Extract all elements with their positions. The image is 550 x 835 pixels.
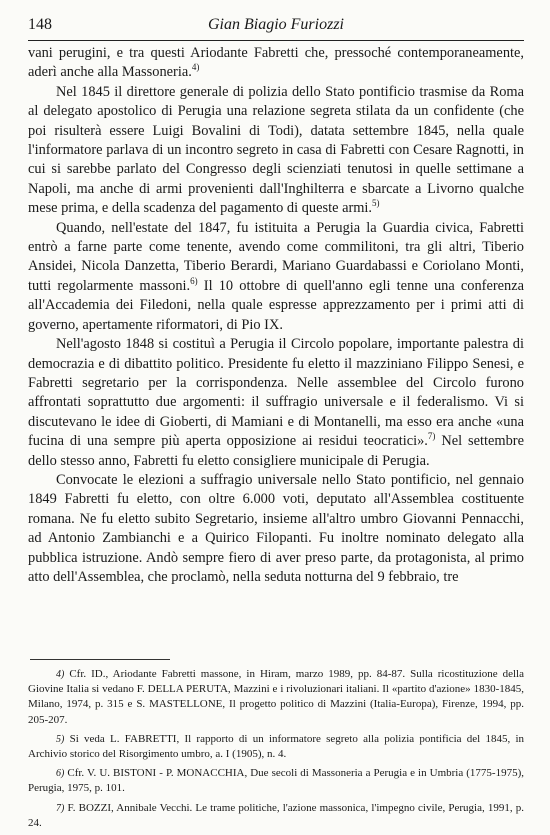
paragraph-5: Convocate le elezioni a suffragio universale nello Stato pontificio, nel gennaio 1849 Fabretti fu eletto, con oltre 6.000 voti, deputato all'Assemblea costituente romana. Ne fu eletto subito Segretario, insieme all'altro umbro Giovanni Pennacchi, ad Antonio Zambianchi e a Quirico Filopanti. Fu inoltre nominato delegato alla pubblica istruzione. Andò sempre fiero di aver preso parte, da protagonista, al primo atto dell'Assemblea, che proclamò, nella seduta notturna del 9 febbraio, tre [28, 471, 524, 585]
footnote-text: Cfr. V. U. BISTONI - P. MONACCHIA, Due secoli di Massoneria a Perugia e in Umbria (1775-1975), Perugia, 1975, p. 101. [28, 767, 524, 795]
footnote-text: Cfr. ID., Ariodante Fabretti massone, in Hiram, marzo 1989, pp. 84-87. Sulla ricostituzione della Giovine Italia si vedano F. DELLA PERUTA, Mazzini e i rivoluzionari italiani. Il «partito d'azione» 1830-1845, Milano, 1974, p. 315 e S. MASTELLONE, Il progetto politico di Mazzini (Italia-Europa), Firenze, 1994, pp. 205-207. [28, 668, 525, 726]
footnote-ref-4: 4) [191, 62, 200, 73]
footnote-ref-5: 5) [372, 198, 380, 209]
paragraph-2: Nel 1845 il direttore generale di polizia dello Stato pontificio trasmise da Roma al delegato apostolico di Perugia una relazione segreta stilata da un confidente (che poi risulterà essere Luigi Bovalini di Todi), datata settembre 1845, nella quale l'informatore parlava di un incontro segreto in casa di Fabretti con Cesare Ragnotti, in cui si sarebbe parlato del Congresso degli scienziati tenutosi in quelle settimane a Napoli, ma anche di armi provenienti dall'Inghilterra e sbarcate a Livorno qualche mese prima, e della scadenza del pagamento di queste armi.$^{5)}$ [28, 83, 524, 217]
footnote-marker: 4) [56, 669, 65, 680]
footnote-7 [28, 801, 524, 831]
footnote-marker: 6) [56, 768, 65, 780]
footnote-text: Si veda L. FABRETTI, Il rapporto di un informatore segreto alla polizia pontificia del 1845, in Archivio storico del Risorgimento umbro, a. I (1905), n. 4. [28, 732, 524, 761]
footnote-5 [28, 732, 524, 762]
footnote-4 [28, 667, 524, 728]
paragraph-3: Quando, nell'estate del 1847, fu istituita a Perugia la Guardia civica, Fabretti entrò a farne parte come tenente, avendo come commilitoni, tra gli altri, Tiberio Ansidei, Nicola Danzetta, Tiberio Berardi, Mariano Guardabassi e Coriolano Monti, tutti regolarmente massoni.$^{6)}$ Il 10 ottobre di quell'anno egli tenne una conferenza all'Accademia dei Filedoni, nella quale espresse apprezzamento per i primi atti di governo, apertamente riformatori, di Pio IX. [28, 219, 525, 333]
page-header [28, 16, 524, 41]
footnote-6 [28, 766, 524, 796]
body-text [28, 44, 524, 587]
footnote-separator [30, 659, 170, 660]
paragraph-4: Nell'agosto 1848 si costituì a Perugia il Circolo popolare, importante palestra di democrazia e di dibattito politico. Presidente fu eletto il mazziniano Filippo Senesi, e Fabretti segretario per la corrispondenza. Nelle assemblee del Circolo furono affrontati soprattutto due argomenti: il suffragio universale e il federalismo. Vi si discutevano le idee di Gioberti, di Mamiani e di Montanelli, ma esso era anche «una fucina di una sempre più aperta opposizione ai residui teocratici».$^{7)}$ Nel settembre dello stesso anno, Fabretti fu eletto consigliere municipale di Perugia. [28, 336, 524, 469]
footnote-marker: 5) [56, 733, 65, 745]
footnote-marker: 7) [56, 802, 65, 814]
footnote-ref-6: 6) [190, 276, 198, 287]
running-head: Gian Biagio Furiozzi [207, 16, 344, 33]
paragraph-1: vani perugini, e tra questi Ariodante Fabretti che, pressoché contemporaneamente, aderì anche alla Massoneria.$^{4)}$ [28, 45, 524, 81]
page-number: 148 [28, 16, 52, 33]
footnotes [28, 667, 524, 835]
footnote-text: F. BOZZI, Annibale Vecchi. Le trame politiche, l'azione massonica, l'impegno civile, Perugia, 1991, p. 24. [28, 801, 525, 829]
footnote-ref-7: 7) [427, 431, 436, 442]
